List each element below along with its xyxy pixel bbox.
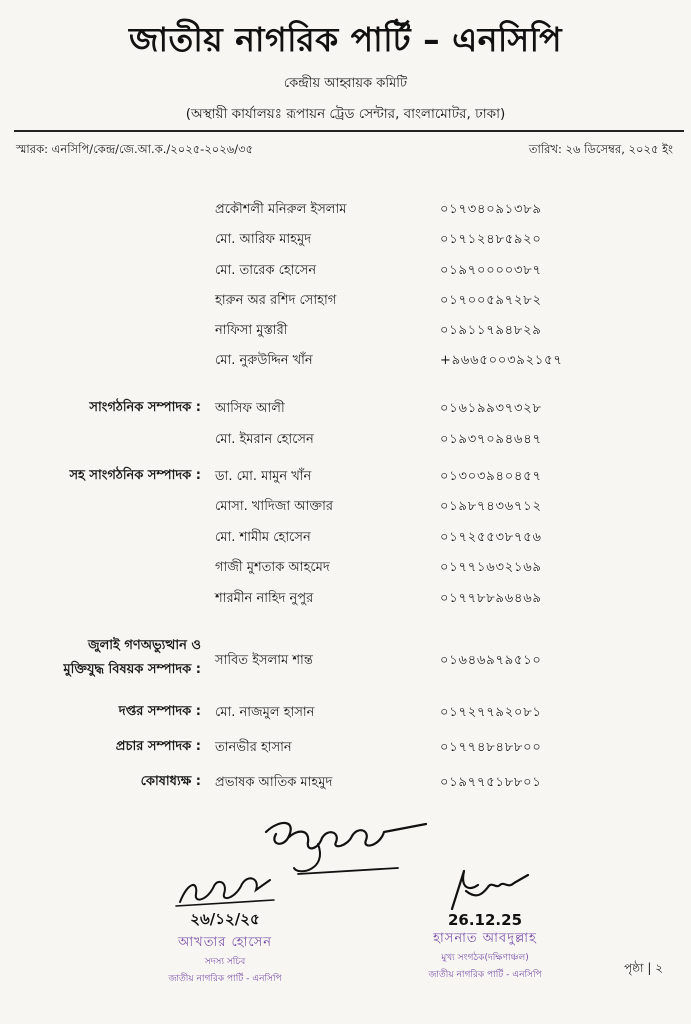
member-name: শারমীন নাহিদ নুপুর — [215, 591, 314, 606]
member-phone: ০১৯৭০০০০৩৮৭ — [440, 263, 542, 278]
member-name: আসিফ আলী — [215, 401, 285, 416]
member-phone: ০১৭৩৪০৯১৩৮৯ — [440, 202, 542, 217]
page-number: পৃষ্ঠা | ২ — [624, 961, 663, 975]
member-phone: ০১৯১১৭৯৪৮২৯ — [440, 323, 542, 338]
member-phone: +৯৬৬৫০০৩৯২১৫৭ — [440, 353, 563, 368]
issue-date: তারিখ: ২৬ ডিসেম্বর, ২০২৫ ইং — [528, 142, 673, 156]
member-phone: ০১৩০৩৯৪০৪৫৭ — [440, 469, 542, 484]
signature-right — [430, 865, 540, 913]
member-name: প্রকৌশলী মনিরুল ইসলাম — [215, 202, 347, 217]
signature-date-left: ২৬/১২/২৫ — [190, 910, 260, 928]
member-name: নাফিসা মুস্তারী — [215, 323, 288, 338]
member-phone: ০১৭২৫৫৩৮৭৫৬ — [440, 530, 542, 545]
member-name: মো. তারেক হোসেন — [215, 263, 317, 278]
member-phone: ০১৭২৭৭৯২০৮১ — [440, 705, 542, 720]
member-name: সাবিত ইসলাম শান্ত — [215, 653, 313, 668]
party-name: জাতীয় নাগরিক পার্টি – এনসিপি — [128, 20, 563, 59]
member-phone: ০১৬৪৬৯৭৯৫১০ — [440, 653, 542, 668]
stamp-title-right: মুখ্য সংগঠক(দক্ষিণাঞ্চল) — [441, 953, 529, 963]
member-name: মোসা. খাদিজা আক্তার — [215, 499, 333, 514]
member-name: তানভীর হাসান — [215, 740, 292, 755]
member-phone: ০১৭৭৪৮৪৮৮০০ — [440, 740, 542, 755]
signatory-right — [390, 865, 580, 982]
stamp-title-left: সদস্য সচিব — [204, 957, 246, 967]
member-phone: ০১৯৮৭৪৩৬৭১২ — [440, 499, 542, 514]
role-label: সহ সাংগঠনিক সম্পাদক : — [69, 468, 201, 483]
role-label: সাংগঠনিক সম্পাদক : — [89, 400, 201, 415]
role-label: কোষাধ্যক্ষ : — [140, 774, 201, 789]
member-name: গাজী মুশতাক আহমেদ — [215, 560, 330, 575]
member-name: ডা. মো. মামুন খাঁন — [215, 469, 312, 484]
member-name: মো. নুরুউদ্দিন খাঁন — [215, 353, 313, 368]
member-phone: ০১৯৭৭৫১৮৮০১ — [440, 775, 542, 790]
office-address: (অস্থায়ী কার্যালয়ঃ রূপায়ন ট্রেড সেন্টার, বাংলামোটর, ঢাকা) — [185, 106, 506, 122]
signature-left — [170, 870, 280, 910]
memo-number: স্মারক: এনসিপি/কেন্দ্র/জে.আ.ক./২০২৫-২০২৬/৩৫ — [16, 142, 254, 156]
member-phone: ০১৭৭৮৮৯৬৪৬৯ — [440, 591, 542, 606]
member-name: হারুন অর রশিদ সোহাগ — [215, 293, 337, 308]
stamp-party-right: জাতীয় নাগরিক পার্টি - এনসিপি — [428, 970, 542, 980]
role-label: দপ্তর সম্পাদক : — [118, 704, 201, 719]
member-name: মো. শামীম হোসেন — [215, 530, 311, 545]
stamp-name-right: হাসনাত আবদুল্লাহ — [433, 931, 537, 946]
member-name: মো. আরিফ মাহমুদ — [215, 232, 312, 247]
member-name: মো. নাজমুল হাসান — [215, 705, 315, 720]
signature-date-right: 26.12.25 — [447, 911, 523, 929]
stamp-name-left: আখতার হোসেন — [178, 935, 272, 950]
role-label: জুলাই গণঅভ্যুত্থান ও মুক্তিযুদ্ধ বিষয়ক সম্পাদক : — [63, 638, 201, 677]
committee-name: কেন্দ্রীয় আহ্বায়ক কমিটি — [283, 76, 408, 91]
member-name: মো. ইমরান হোসেন — [215, 432, 314, 447]
member-phone: ০১৬১৯৯৩৭৩২৮ — [440, 401, 542, 416]
signatory-left — [140, 870, 310, 986]
stamp-party-left: জাতীয় নাগরিক পার্টি - এনসিপি — [168, 974, 282, 984]
role-label: প্রচার সম্পাদক : — [115, 739, 201, 754]
member-phone: ০১৯৩৭০৯৪৬৪৭ — [440, 432, 542, 447]
member-phone: ০১৭১২৪৮৫৯২০ — [440, 232, 542, 247]
member-name: প্রভাষক আতিক মাহমুদ — [215, 775, 333, 790]
member-phone: ০১৭৭১৬৩২১৬৯ — [440, 560, 542, 575]
member-phone: ০১৭০০৫৯৭২৮২ — [440, 293, 542, 308]
